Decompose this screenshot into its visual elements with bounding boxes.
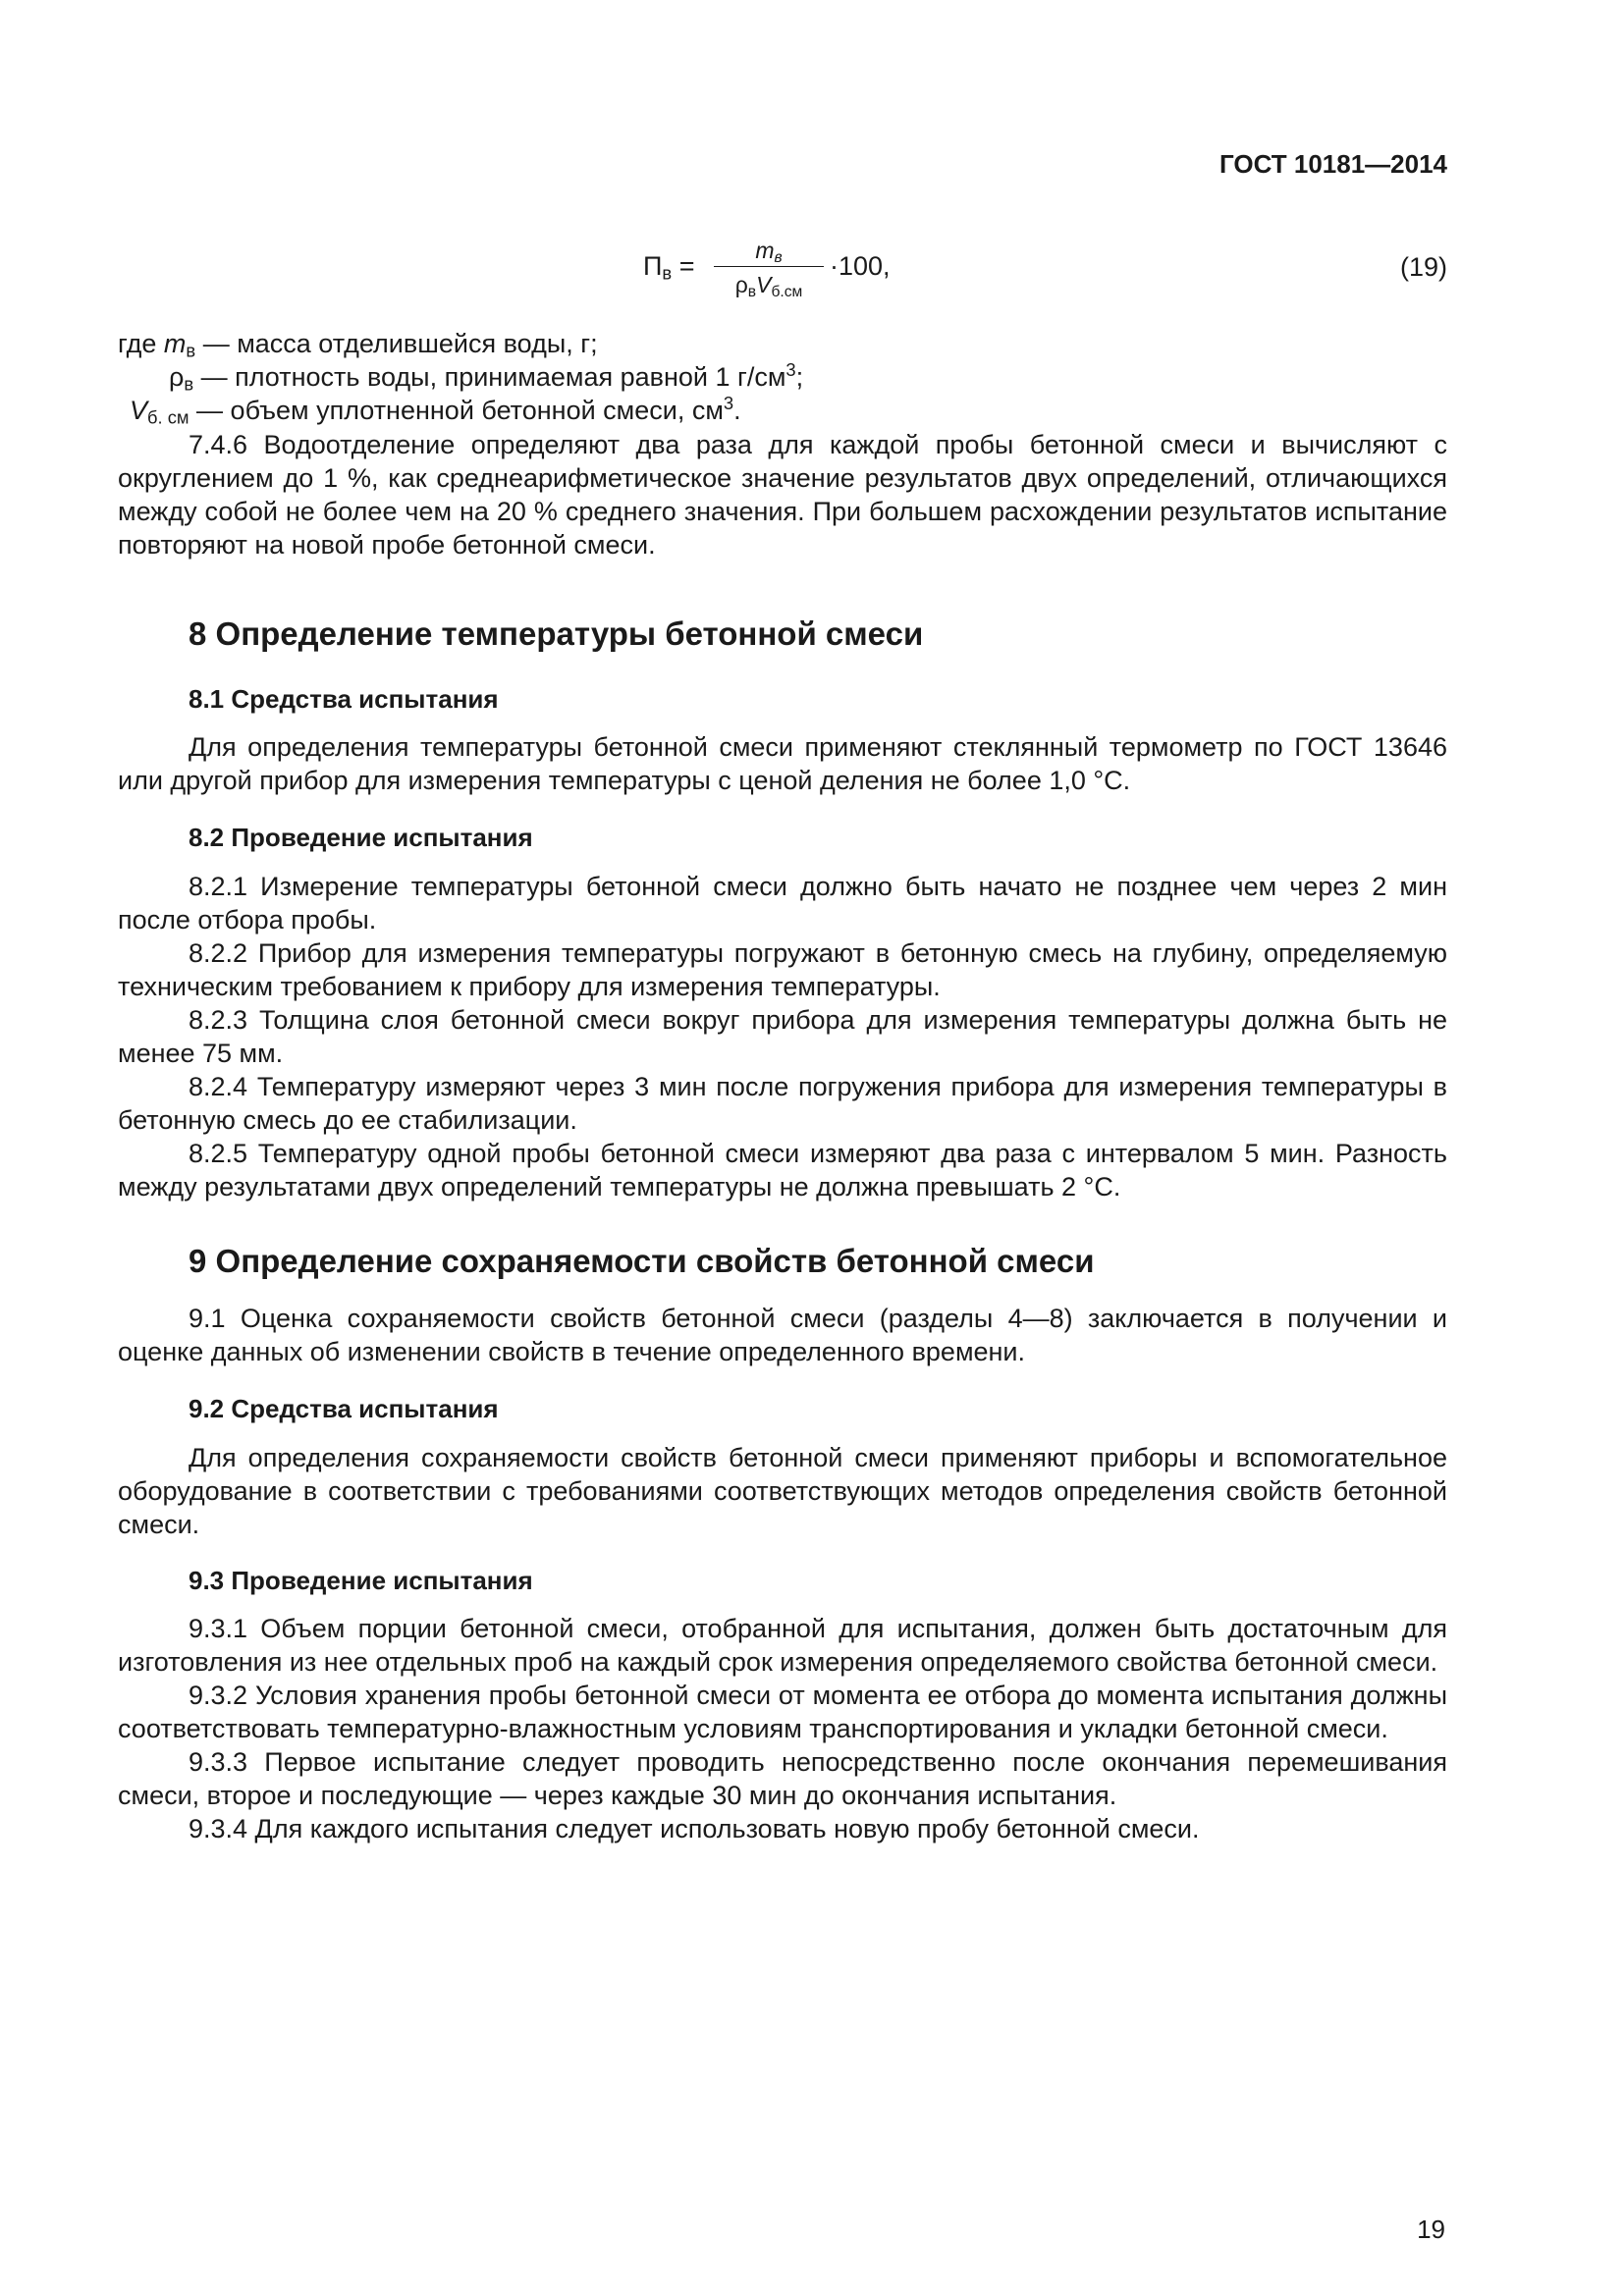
paragraph-9-3-4: 9.3.4 Для каждого испытания следует использовать новую пробу бетонной смеси.	[189, 1814, 1200, 1843]
subsection-9-3-items	[118, 1612, 1447, 1845]
paragraph-8-1: Для определения температуры бетонной смеси применяют стеклянный термометр по ГОСТ 13646 или другой прибор для измерения температуры с ценой деления не более 1,0 °С.	[118, 732, 1447, 795]
subsection-9-2-heading: 9.2 Средства испытания	[189, 1394, 499, 1423]
subsection-9-1-block	[118, 1302, 1447, 1368]
paragraph-9-1: 9.1 Оценка сохраняемости свойств бетонной смеси (разделы 4—8) заключается в получении и оценке данных об изменении свойств в течение определенного времени.	[118, 1304, 1447, 1366]
subsection-8-1-heading: 8.1 Средства испытания	[189, 684, 499, 714]
subsection-8-1-text-block	[118, 730, 1447, 797]
formula-legend	[118, 327, 1447, 427]
page-number: 19	[1417, 2215, 1445, 2244]
paragraph-9-2: Для определения сохраняемости свойств бетонной смеси применяют приборы и вспомогательное оборудование в соответствии с требованиями соответствующих методов определения свойств бетонной смеси.	[118, 1443, 1447, 1539]
formula-number: (19)	[1399, 252, 1447, 282]
fraction-bar	[714, 266, 824, 267]
paragraph-9-3-3: 9.3.3 Первое испытание следует проводить непосредственно после окончания перемешивания смеси, второе и последующие — через каждые 30 мин до окончания испытания.	[118, 1747, 1447, 1810]
subsection-8-2-heading: 8.2 Проведение испытания	[189, 823, 533, 852]
section-8-heading: 8 Определение температуры бетонной смеси	[189, 615, 924, 652]
paragraph-8-2-3: 8.2.3 Толщина слоя бетонной смеси вокруг прибора для измерения температуры должна быть не менее 75 мм.	[118, 1005, 1447, 1068]
formula-numerator: $m_в$	[755, 238, 783, 266]
subsection-9-2-text-block	[118, 1441, 1447, 1541]
paragraph-7-4-6-block	[118, 428, 1447, 561]
paragraph-8-2-4: 8.2.4 Температуру измеряют через 3 мин после погружения прибора для измерения температуры в бетонную смесь до ее стабилизации.	[118, 1072, 1447, 1135]
formula-fraction	[714, 236, 824, 299]
formula-denominator: $\rho_вV_{б.см}$	[734, 272, 803, 300]
formula-rhs: ·100,	[830, 251, 891, 281]
subsection-8-2-items	[118, 870, 1447, 1203]
legend-item: $\rho_в$ — плотность воды, принимаемая равной 1 $г/см^3$;	[169, 358, 804, 395]
legend-item: где $m_в$ — масса отделившейся воды, г;	[118, 329, 598, 361]
section-9-heading: 9 Определение сохраняемости свойств бетонной смеси	[189, 1243, 1095, 1279]
paragraph-7-4-6: 7.4.6 Водоотделение определяют два раза для каждой пробы бетонной смеси и вычисляют с округлением до 1 %, как среднеарифметическое значение результатов двух определений, отличающихся между собой не более чем на 20 % среднего значения. При большем расхождении результатов испытание повторяют на новой пробе бетонной смеси.	[118, 430, 1447, 560]
standard-header: ГОСТ 10181—2014	[1219, 149, 1447, 179]
paragraph-8-2-5: 8.2.5 Температуру одной пробы бетонной смеси измеряют два раза с интервалом 5 мин. Разность между результатами двух определений температуры не должна превышать 2 °С.	[118, 1139, 1447, 1201]
formula-lhs: $П_в$ =	[643, 251, 695, 284]
paragraph-8-2-2: 8.2.2 Прибор для измерения температуры погружают в бетонную смесь на глубину, определяемую техническим требованием к прибору для измерения температуры.	[118, 938, 1447, 1001]
paragraph-9-3-2: 9.3.2 Условия хранения пробы бетонной смеси от момента ее отбора до момента испытания должны соответствовать температурно-влажностным условиям транспортирования и укладки бетонной смеси.	[118, 1681, 1447, 1743]
paragraph-9-3-1: 9.3.1 Объем порции бетонной смеси, отобранной для испытания, должен быть достаточным для изготовления из нее отдельных проб на каждый срок измерения определяемого свойства бетонной смеси.	[118, 1614, 1447, 1677]
legend-item: $V_{б. см}$ — объем уплотненной бетонной смеси, $см^3$.	[130, 392, 741, 428]
paragraph-8-2-1: 8.2.1 Измерение температуры бетонной смеси должно быть начато не позднее чем через 2 мин после отбора пробы.	[118, 872, 1447, 934]
subsection-9-3-heading: 9.3 Проведение испытания	[189, 1566, 533, 1595]
